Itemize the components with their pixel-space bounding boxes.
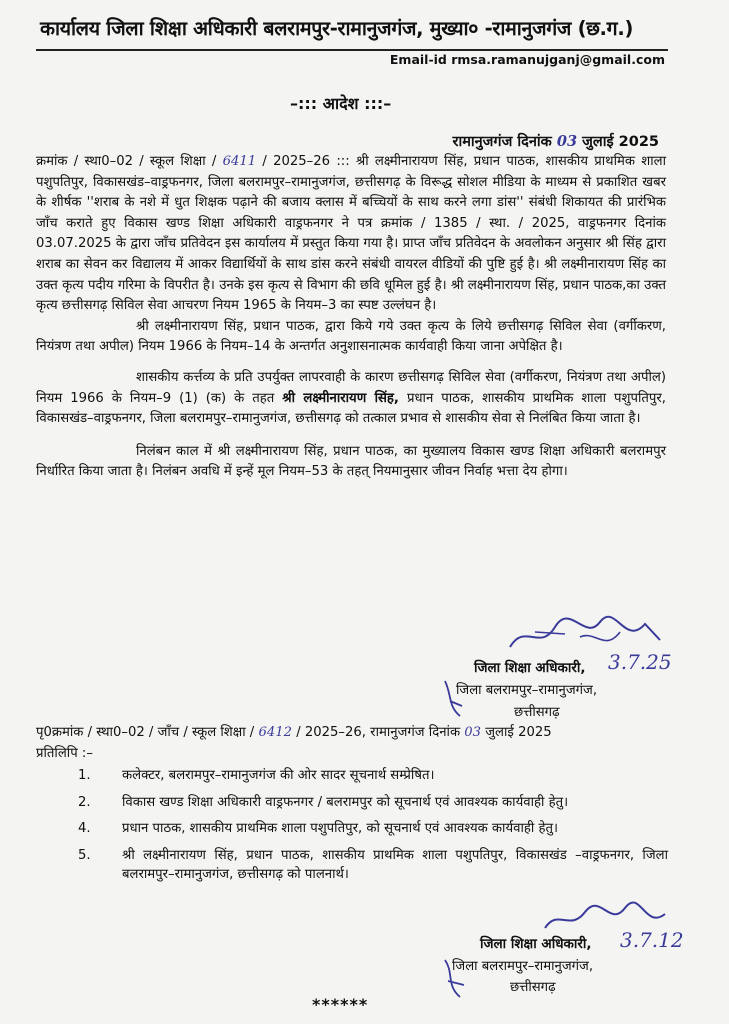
- office-header-title: कार्यालय जिला शिक्षा अधिकारी बलरामपुर-रामानुजगंज, मुख्या० -रामानुजगंज (छ.ग.): [40, 17, 634, 40]
- order-heading: –::: आदेश :::–: [290, 94, 392, 113]
- initial-mark-1: [440, 676, 470, 721]
- copy-recipient-list: [78, 766, 668, 892]
- signature-1-state: छत्तीसगढ़: [514, 705, 560, 720]
- copy-ref-month: जुलाई 2025: [485, 725, 552, 740]
- signature-1-district: जिला बलरामपुर–रामानुजगंज,: [456, 683, 598, 698]
- copy-ref-suffix: / 2025–26, रामानुजगंज दिनांक: [296, 725, 461, 740]
- ref-number: 6411: [222, 154, 257, 169]
- paragraph-3b: प्रधान पाठक, शासकीय प्राथमिक शाला पशुपतिपुर, विकासखंड–वाड्रफनगर, जिला बलरामपुर–रामानुजगंज, छत्तीसगढ़ को तत्काल प्रभाव से शासकीय सेवा से निलंबित किया जाता है।: [36, 390, 666, 427]
- date-day: 03: [556, 133, 578, 150]
- copy-ref-number: 6412: [258, 725, 293, 740]
- header-divider: [36, 49, 668, 51]
- date-prefix: रामानुजगंज दिनांक: [452, 134, 552, 150]
- list-item-number: 5.: [78, 847, 91, 863]
- list-item-text: श्री लक्ष्मीनारायण सिंह, प्रधान पाठक, शासकीय प्राथमिक शाला पशुपतिपुर, विकासखंड –वाड्रफनगर, जिला बलरामपुर–रामानुजगंज, छत्तीसगढ़ को पालनार्थ।: [122, 847, 668, 882]
- signature-1-date: 3.7.25: [608, 650, 672, 674]
- signature-2-state: छत्तीसगढ़: [510, 980, 556, 995]
- signature-2-district: जिला बलरामपुर–रामानुजगंज,: [452, 959, 594, 974]
- end-mark: ******: [312, 995, 369, 1014]
- suspended-teacher-name: श्री लक्ष्मीनारायण सिंह,: [282, 390, 399, 406]
- list-item-number: 1.: [78, 768, 91, 783]
- ref-suffix: / 2025–26: [262, 154, 331, 169]
- list-item-text: प्रधान पाठक, शासकीय प्राथमिक शाला पशुपतिपुर, को सूचनार्थ एवं आवश्यक कार्यवाही हेतु।: [122, 821, 558, 836]
- order-date: [453, 131, 659, 151]
- initial-mark-2: [440, 955, 470, 1000]
- list-item: [78, 766, 668, 786]
- date-suffix: जुलाई 2025: [582, 134, 659, 150]
- copy-ref-day: 03: [464, 725, 482, 740]
- copy-ref-prefix: पृ0क्रमांक / स्था0–02 / जाँच / स्कूल शिक्षा /: [36, 725, 255, 740]
- paragraph-3a: शासकीय कर्त्तव्य के प्रति उपर्युक्त लापरवाही के कारण छत्तीसगढ़ सिविल सेवा (वर्गीकरण, नियंत्रण तथा अपील) नियम 1966 के नियम–9 (1) (क) के तहत: [36, 369, 666, 406]
- office-email: Email-id rmsa.ramanujganj@gmail.com: [389, 52, 665, 67]
- paragraph-4: निलंबन काल में श्री लक्ष्मीनारायण सिंह, प्रधान पाठक, का मुख्यालय विकास खण्ड शिक्षा अधिकारी बलरामपुर निर्धारित किया जाता है। निलंबन अवधि में इन्हें मूल नियम–53 के तहत् नियमानुसार जीवन निर्वाह भत्ता देय होगा।: [36, 443, 666, 480]
- copy-label: प्रतिलिपि :–: [36, 746, 93, 761]
- list-item: [78, 793, 668, 813]
- list-item: [78, 819, 668, 839]
- copy-reference: [36, 722, 552, 740]
- paragraph-1: [36, 152, 666, 317]
- signature-2-date: 3.7.12: [620, 928, 684, 952]
- list-item-text: कलेक्टर, बलरामपुर–रामानुजगंज की ओर सादर सूचनार्थ सम्प्रेषित।: [122, 768, 435, 783]
- list-item-number: 2.: [78, 794, 91, 810]
- paragraph-3: [36, 368, 666, 430]
- list-item-text: विकास खण्ड शिक्षा अधिकारी वाड्रफनगर / बलरामपुर को सूचनार्थ एवं आवश्यक कार्यवाही हेतु।: [122, 794, 569, 810]
- paragraph-1-text: ::: श्री लक्ष्मीनारायण सिंह, प्रधान पाठक, शासकीय प्राथमिक शाला पशुपतिपुर, विकासखंड–वाड्रफनगर, जिला बलरामपुर–रामानुजगंज, छत्तीसगढ़ के विरूद्ध सोशल मीडिया के माध्यम से प्रकाशित खबर के शीर्षक ''शराब के नशे में धुत शिक्षक पढ़ाने की बजाय क्लास में बच्चियों के साथ करने लगा डांस'' संबंधी शिकायत की प्रारंभिक जाँच कराते हुए विकास खण्ड शिक्षा अधिकारी वाड्रफनगर ने पत्र क्रमांक / 1385 / स्था. / 2025, वाड्रफनगर दिनांक 03.07.2025 के द्वारा जाँच प्रतिवेदन इस कार्यालय में प्रस्तुत किया गया है। प्राप्त जाँच प्रतिवेदन के अवलोकन अनुसार श्री सिंह द्वारा शराब का सेवन कर विद्यालय में आकर विद्यार्थियों के साथ डांस करने संबंधी वायरल वीडियों की पुष्टि हुई है। श्री लक्ष्मीनारायण सिंह का उक्त कृत्य पदीय गरिमा के विपरीत है। उनके इस कृत्य से विभाग की छवि धूमिल हुई है। श्री लक्ष्मीनारायण सिंह, प्रधान पाठक,का उक्त कृत्य छत्तीसगढ़ सिविल सेवा आचरण नियम 1965 के नियम–3 का स्पष्ट उल्लंघन है।: [36, 154, 667, 314]
- list-item: [78, 846, 668, 885]
- list-item-number: 4.: [78, 821, 91, 836]
- paragraph-2: श्री लक्ष्मीनारायण सिंह, प्रधान पाठक, द्वारा किये गये उक्त कृत्य के लिये छत्तीसगढ़ सिविल सेवा (वर्गीकरण, नियंत्रण तथा अपील) नियम 1966 के नियम–14 के अन्तर्गत अनुशासनात्मक कार्यवाही किया जाना अपेक्षित है।: [36, 318, 666, 355]
- signature-1-title: जिला शिक्षा अधिकारी,: [474, 660, 586, 676]
- signature-2-title: जिला शिक्षा अधिकारी,: [480, 936, 592, 952]
- order-body: [36, 152, 666, 483]
- ref-prefix: क्रमांक / स्था0–02 / स्कूल शिक्षा /: [36, 154, 217, 169]
